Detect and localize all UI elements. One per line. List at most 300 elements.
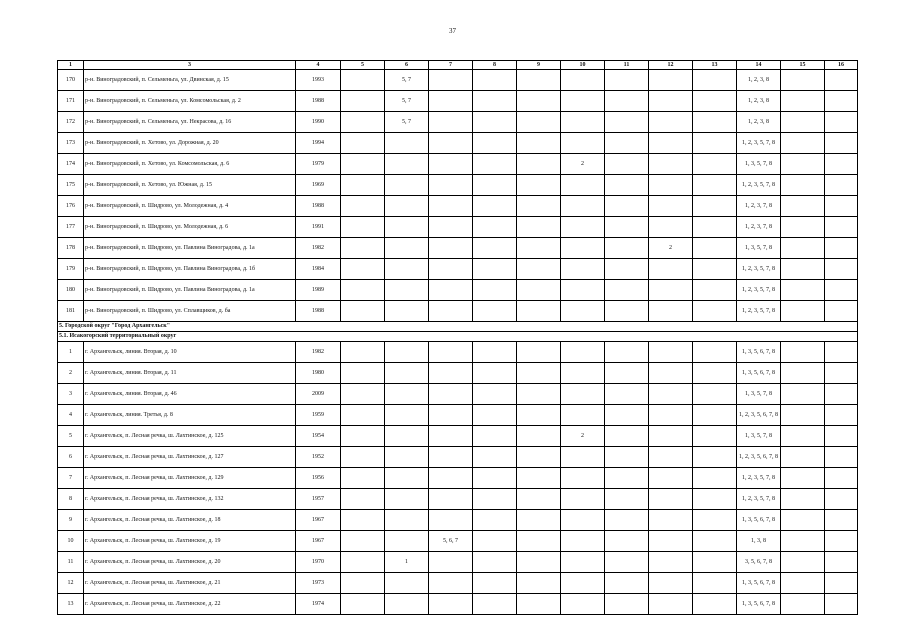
- table-cell: [385, 342, 429, 363]
- table-cell: [693, 510, 737, 531]
- table-cell: [561, 384, 605, 405]
- table-cell: [385, 133, 429, 154]
- year-cell: 1973: [296, 573, 341, 594]
- table-cell: [693, 70, 737, 91]
- table-cell: [605, 510, 649, 531]
- table-cell: [429, 405, 473, 426]
- table-cell: [429, 384, 473, 405]
- year-cell: 1967: [296, 531, 341, 552]
- row-number-cell: 174: [58, 154, 84, 175]
- table-cell: [429, 510, 473, 531]
- year-cell: 1982: [296, 238, 341, 259]
- table-cell: [429, 342, 473, 363]
- table-cell: 3, 5, 6, 7, 8: [737, 552, 781, 573]
- table-cell: [825, 531, 858, 552]
- table-cell: 1, 2, 3, 8: [737, 70, 781, 91]
- table-cell: [473, 280, 517, 301]
- table-cell: [825, 384, 858, 405]
- table-cell: [561, 238, 605, 259]
- table-row: [58, 531, 858, 552]
- table-cell: [649, 468, 693, 489]
- table-cell: 1, 3, 5, 6, 7, 8: [737, 594, 781, 615]
- table-row: [58, 489, 858, 510]
- table-cell: [473, 594, 517, 615]
- table-cell: 1, 2, 3, 5, 7, 8: [737, 259, 781, 280]
- address-cell: р-н. Виноградовский, п. Сельменьга, ул. Комсомольская, д. 2: [84, 91, 296, 112]
- table-cell: 5, 7: [385, 91, 429, 112]
- table-cell: [649, 70, 693, 91]
- header-row: [58, 61, 858, 70]
- table-cell: 1, 3, 5, 6, 7, 8: [737, 342, 781, 363]
- table-cell: 1, 2, 3, 8: [737, 112, 781, 133]
- table-cell: [693, 154, 737, 175]
- table-cell: [385, 196, 429, 217]
- table-row: [58, 363, 858, 384]
- table-cell: [341, 573, 385, 594]
- row-number-cell: 175: [58, 175, 84, 196]
- table-cell: [473, 405, 517, 426]
- table-cell: [429, 217, 473, 238]
- table-cell: [385, 510, 429, 531]
- table-cell: [605, 154, 649, 175]
- year-cell: 1988: [296, 91, 341, 112]
- table-cell: [517, 112, 561, 133]
- page-number: 37: [449, 27, 456, 35]
- row-number-cell: 9: [58, 510, 84, 531]
- table-cell: [693, 468, 737, 489]
- table-cell: [429, 552, 473, 573]
- table-cell: [605, 238, 649, 259]
- table-cell: [825, 238, 858, 259]
- table-cell: [561, 196, 605, 217]
- year-cell: 1957: [296, 489, 341, 510]
- table-cell: [341, 259, 385, 280]
- table-cell: [825, 175, 858, 196]
- address-cell: р-н. Виноградовский, п. Шидрово, ул. Павлина Виноградова, д. 1а: [84, 238, 296, 259]
- column-header: 15: [781, 61, 825, 70]
- table-cell: [385, 259, 429, 280]
- table-cell: [605, 447, 649, 468]
- table-cell: [825, 342, 858, 363]
- row-number-cell: 171: [58, 91, 84, 112]
- table-cell: [473, 259, 517, 280]
- table-cell: 1, 2, 3, 5, 6, 7, 8: [737, 447, 781, 468]
- table-cell: [605, 217, 649, 238]
- table-cell: [517, 489, 561, 510]
- table-cell: [517, 447, 561, 468]
- table-cell: [825, 91, 858, 112]
- table-cell: [429, 112, 473, 133]
- table-cell: [825, 363, 858, 384]
- table-row: [58, 552, 858, 573]
- column-header: 12: [649, 61, 693, 70]
- table-cell: [341, 594, 385, 615]
- address-cell: г. Архангельск, п. Лесная речка, ш. Лахтинское, д. 125: [84, 426, 296, 447]
- section-title: 5. Городской округ "Город Архангельск": [58, 322, 858, 332]
- table-cell: [473, 238, 517, 259]
- table-cell: [561, 552, 605, 573]
- year-cell: 1956: [296, 468, 341, 489]
- row-number-cell: 10: [58, 531, 84, 552]
- table-cell: 5, 6, 7: [429, 531, 473, 552]
- table-cell: [781, 552, 825, 573]
- table-cell: 1, 2, 3, 5, 7, 8: [737, 301, 781, 322]
- table-cell: [429, 70, 473, 91]
- address-cell: г. Архангельск, п. Лесная речка, ш. Лахтинское, д. 129: [84, 468, 296, 489]
- table-row: [58, 405, 858, 426]
- table-row: [58, 573, 858, 594]
- table-cell: [473, 489, 517, 510]
- table-cell: [649, 91, 693, 112]
- column-header: 4: [296, 61, 341, 70]
- table-row: [58, 133, 858, 154]
- column-header: 5: [341, 61, 385, 70]
- table-cell: 1, 3, 5, 7, 8: [737, 154, 781, 175]
- column-header: 11: [605, 61, 649, 70]
- table-cell: [825, 280, 858, 301]
- table-cell: [341, 342, 385, 363]
- table-cell: [649, 426, 693, 447]
- address-cell: р-н. Виноградовский, п. Хетово, ул. Южная, д. 15: [84, 175, 296, 196]
- table-cell: [649, 280, 693, 301]
- table-cell: 1, 2, 3, 8: [737, 91, 781, 112]
- table-cell: [473, 342, 517, 363]
- row-number-cell: 177: [58, 217, 84, 238]
- table-cell: [385, 238, 429, 259]
- table-cell: [605, 405, 649, 426]
- table-cell: [649, 363, 693, 384]
- table-cell: [341, 468, 385, 489]
- table-cell: [693, 133, 737, 154]
- table-cell: [429, 573, 473, 594]
- table-cell: [825, 70, 858, 91]
- table-cell: [781, 133, 825, 154]
- table-cell: [473, 217, 517, 238]
- table-cell: [517, 280, 561, 301]
- address-cell: г. Архангельск, п. Лесная речка, ш. Лахтинское, д. 127: [84, 447, 296, 468]
- table-cell: [781, 342, 825, 363]
- year-cell: 1967: [296, 510, 341, 531]
- table-cell: [781, 489, 825, 510]
- table-cell: [473, 133, 517, 154]
- table-cell: [781, 238, 825, 259]
- table-cell: [649, 405, 693, 426]
- table-cell: [517, 426, 561, 447]
- table-cell: [517, 363, 561, 384]
- table-cell: [473, 468, 517, 489]
- table-cell: [693, 594, 737, 615]
- table-cell: [561, 112, 605, 133]
- table-cell: [561, 342, 605, 363]
- address-cell: г. Архангельск, п. Лесная речка, ш. Лахтинское, д. 21: [84, 573, 296, 594]
- row-number-cell: 176: [58, 196, 84, 217]
- table-cell: 1, 2, 3, 5, 7, 8: [737, 280, 781, 301]
- table-cell: [825, 112, 858, 133]
- table-cell: [781, 594, 825, 615]
- address-cell: г. Архангельск, п. Лесная речка, ш. Лахтинское, д. 20: [84, 552, 296, 573]
- table-cell: [825, 489, 858, 510]
- year-cell: 1990: [296, 112, 341, 133]
- year-cell: 1989: [296, 280, 341, 301]
- year-cell: 1988: [296, 301, 341, 322]
- table-cell: [517, 217, 561, 238]
- buildings-table: [57, 60, 858, 615]
- table-cell: [385, 426, 429, 447]
- column-header: 7: [429, 61, 473, 70]
- table-cell: [429, 175, 473, 196]
- table-cell: 1, 2, 3, 7, 8: [737, 196, 781, 217]
- table-cell: [517, 531, 561, 552]
- column-header: 1: [58, 61, 84, 70]
- row-number-cell: 179: [58, 259, 84, 280]
- table-cell: [517, 259, 561, 280]
- table-cell: [605, 552, 649, 573]
- table-cell: [385, 447, 429, 468]
- table-row: [58, 217, 858, 238]
- address-cell: г. Архангельск, п. Лесная речка, ш. Лахтинское, д. 19: [84, 531, 296, 552]
- table-cell: [561, 489, 605, 510]
- column-header: 8: [473, 61, 517, 70]
- table-cell: [781, 573, 825, 594]
- table-cell: [473, 531, 517, 552]
- table-cell: [649, 301, 693, 322]
- table-cell: 1, 2, 3, 5, 7, 8: [737, 175, 781, 196]
- table-cell: [693, 91, 737, 112]
- table-row: [58, 510, 858, 531]
- column-header: 9: [517, 61, 561, 70]
- table-cell: [649, 217, 693, 238]
- row-number-cell: 173: [58, 133, 84, 154]
- table-cell: 1, 3, 5, 7, 8: [737, 238, 781, 259]
- table-cell: 1, 3, 5, 6, 7, 8: [737, 510, 781, 531]
- table-cell: [429, 196, 473, 217]
- table-cell: [781, 510, 825, 531]
- table-cell: [473, 91, 517, 112]
- table-cell: [517, 70, 561, 91]
- row-number-cell: 181: [58, 301, 84, 322]
- address-cell: р-н. Виноградовский, п. Шидрово, ул. Павлина Виноградова, д. 1б: [84, 259, 296, 280]
- table-cell: [561, 91, 605, 112]
- table-cell: [341, 280, 385, 301]
- table-row: [58, 112, 858, 133]
- table-cell: [561, 573, 605, 594]
- table-cell: [517, 573, 561, 594]
- table-cell: [517, 91, 561, 112]
- table-cell: [825, 573, 858, 594]
- table-cell: 1, 3, 5, 6, 7, 8: [737, 363, 781, 384]
- year-cell: 1982: [296, 342, 341, 363]
- table-cell: [341, 426, 385, 447]
- table-row: [58, 70, 858, 91]
- table-row: [58, 342, 858, 363]
- table-cell: [649, 175, 693, 196]
- column-header: 16: [825, 61, 858, 70]
- table-cell: 1, 2, 3, 7, 8: [737, 217, 781, 238]
- table-cell: [385, 531, 429, 552]
- year-cell: 1984: [296, 259, 341, 280]
- table-cell: 1, 2, 3, 5, 6, 7, 8: [737, 405, 781, 426]
- table-cell: [385, 405, 429, 426]
- table-cell: [649, 342, 693, 363]
- table-cell: [341, 510, 385, 531]
- table-cell: [693, 259, 737, 280]
- table-cell: [605, 112, 649, 133]
- table-cell: [605, 384, 649, 405]
- table-cell: [781, 154, 825, 175]
- table-cell: [825, 510, 858, 531]
- table-cell: 5, 7: [385, 112, 429, 133]
- row-number-cell: 8: [58, 489, 84, 510]
- table-cell: [517, 175, 561, 196]
- column-header: 3: [84, 61, 296, 70]
- table-cell: [605, 175, 649, 196]
- table-cell: 1, 2, 3, 5, 7, 8: [737, 468, 781, 489]
- year-cell: 1969: [296, 175, 341, 196]
- table-cell: [781, 259, 825, 280]
- table-cell: [429, 238, 473, 259]
- table-cell: [341, 112, 385, 133]
- table-cell: [649, 531, 693, 552]
- table-cell: [473, 363, 517, 384]
- table-cell: 2: [649, 238, 693, 259]
- table-cell: [781, 112, 825, 133]
- table-cell: [473, 112, 517, 133]
- year-cell: 1988: [296, 196, 341, 217]
- table-cell: [781, 196, 825, 217]
- year-cell: 1979: [296, 154, 341, 175]
- table-cell: [561, 280, 605, 301]
- row-number-cell: 2: [58, 363, 84, 384]
- row-number-cell: 5: [58, 426, 84, 447]
- row-number-cell: 178: [58, 238, 84, 259]
- address-cell: р-н. Виноградовский, п. Шидрово, ул. Молодежная, д. 6: [84, 217, 296, 238]
- table-cell: [605, 468, 649, 489]
- table-cell: [693, 342, 737, 363]
- table-cell: [693, 175, 737, 196]
- table-cell: [517, 301, 561, 322]
- table-row: [58, 175, 858, 196]
- table-cell: [693, 552, 737, 573]
- year-cell: 1980: [296, 363, 341, 384]
- table-cell: [473, 154, 517, 175]
- table-cell: [605, 70, 649, 91]
- row-number-cell: 180: [58, 280, 84, 301]
- table-cell: [385, 363, 429, 384]
- year-cell: 1959: [296, 405, 341, 426]
- table-cell: [561, 70, 605, 91]
- table-cell: [605, 594, 649, 615]
- table-cell: [473, 196, 517, 217]
- address-cell: р-н. Виноградовский, п. Хетово, ул. Комсомольская, д. 6: [84, 154, 296, 175]
- table-cell: [781, 280, 825, 301]
- table-cell: [825, 426, 858, 447]
- table-cell: [429, 447, 473, 468]
- table-cell: [781, 468, 825, 489]
- section-row: [58, 322, 858, 332]
- table-cell: [825, 133, 858, 154]
- table-cell: [649, 259, 693, 280]
- table-cell: [649, 510, 693, 531]
- table-cell: [341, 154, 385, 175]
- table-cell: [473, 384, 517, 405]
- table-cell: [341, 91, 385, 112]
- table-cell: [561, 594, 605, 615]
- table-cell: 1, 3, 8: [737, 531, 781, 552]
- address-cell: р-н. Виноградовский, п. Шидрово, ул. Молодежная, д. 4: [84, 196, 296, 217]
- column-header: 13: [693, 61, 737, 70]
- table-cell: [693, 573, 737, 594]
- table-cell: [605, 259, 649, 280]
- table-cell: [605, 531, 649, 552]
- table-cell: [341, 133, 385, 154]
- table-cell: [649, 573, 693, 594]
- table-row: [58, 196, 858, 217]
- table-cell: [517, 594, 561, 615]
- address-cell: г. Архангельск, линия. Вторая, д. 10: [84, 342, 296, 363]
- table-cell: [561, 405, 605, 426]
- table-cell: [649, 154, 693, 175]
- table-cell: [605, 301, 649, 322]
- table-cell: [429, 594, 473, 615]
- table-cell: [781, 70, 825, 91]
- table-row: [58, 594, 858, 615]
- address-cell: г. Архангельск, п. Лесная речка, ш. Лахтинское, д. 132: [84, 489, 296, 510]
- table-row: [58, 259, 858, 280]
- table-cell: [341, 531, 385, 552]
- table-cell: [473, 447, 517, 468]
- table-cell: [693, 489, 737, 510]
- column-header: 14: [737, 61, 781, 70]
- year-cell: 1954: [296, 426, 341, 447]
- table-cell: [649, 133, 693, 154]
- table-cell: [385, 594, 429, 615]
- table-cell: [825, 405, 858, 426]
- table-cell: [781, 363, 825, 384]
- table-cell: 1, 2, 3, 5, 7, 8: [737, 133, 781, 154]
- table-cell: 2: [561, 426, 605, 447]
- table-cell: [341, 405, 385, 426]
- table-cell: [781, 531, 825, 552]
- table-cell: [693, 280, 737, 301]
- address-cell: г. Архангельск, линия. Вторая, д. 46: [84, 384, 296, 405]
- table-row: [58, 154, 858, 175]
- table-cell: [693, 301, 737, 322]
- table-cell: [825, 447, 858, 468]
- table-cell: [693, 384, 737, 405]
- year-cell: 2009: [296, 384, 341, 405]
- row-number-cell: 3: [58, 384, 84, 405]
- table-cell: [517, 154, 561, 175]
- table-cell: [825, 154, 858, 175]
- table-row: [58, 280, 858, 301]
- year-cell: 1993: [296, 70, 341, 91]
- table-cell: [781, 426, 825, 447]
- table-cell: [693, 217, 737, 238]
- address-cell: г. Архангельск, линия. Третья, д. 8: [84, 405, 296, 426]
- table-cell: [473, 426, 517, 447]
- table-cell: [561, 531, 605, 552]
- table-cell: [781, 301, 825, 322]
- table-cell: [693, 531, 737, 552]
- table-cell: [649, 447, 693, 468]
- table-cell: [781, 447, 825, 468]
- address-cell: г. Архангельск, п. Лесная речка, ш. Лахтинское, д. 18: [84, 510, 296, 531]
- table-cell: [385, 573, 429, 594]
- table-cell: [429, 91, 473, 112]
- table-cell: [385, 489, 429, 510]
- table-cell: 1, 3, 5, 7, 8: [737, 426, 781, 447]
- address-cell: р-н. Виноградовский, п. Сельменьга, ул. Некрасова, д. 16: [84, 112, 296, 133]
